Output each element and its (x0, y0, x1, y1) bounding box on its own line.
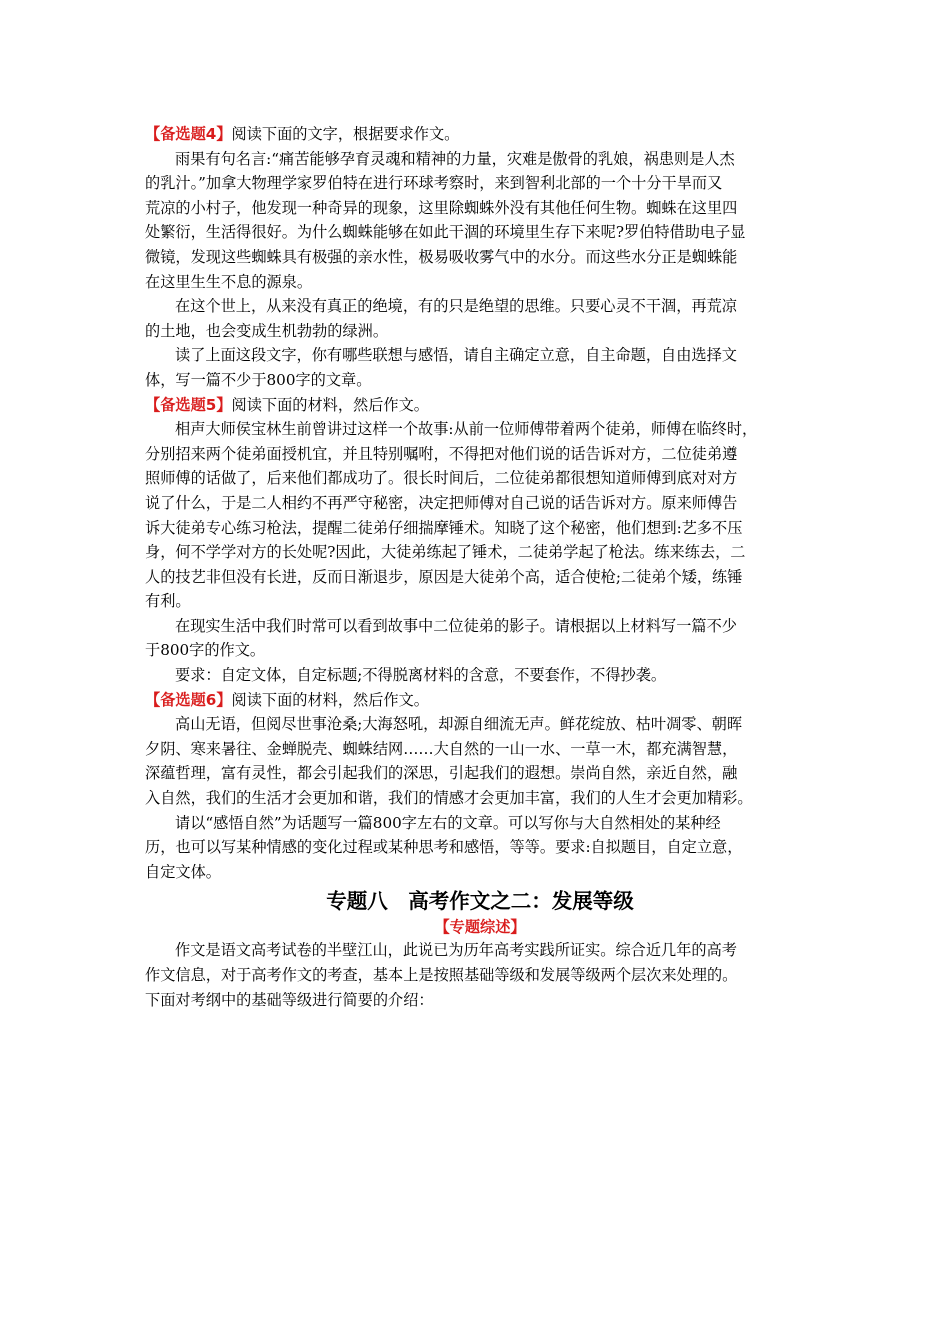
question-4-tag: 【备选题4】 (145, 125, 232, 143)
q5-p1-line: 分别招来两个徒弟面授机宜，并且特别嘱咐，不得把对他们说的话告诉对方，二位徒弟遵 (145, 444, 738, 463)
question-5-heading (145, 393, 815, 418)
q5-p1-line: 照师傅的话做了，后来他们都成功了。很长时间后，二位徒弟都很想知道师傅到底对对方 (145, 469, 738, 488)
q6-p2-line: 自定文体。 (145, 862, 221, 881)
q4-p1-line: 微镜，发现这些蜘蛛具有极强的亲水性，极易吸收雾气中的水分。而这些水分正是蜘蛛能 (145, 247, 738, 266)
q5-p1-line: 相声大师侯宝林生前曾讲过这样一个故事:从前一位师傅带着两个徒弟，师傅在临终时， (175, 420, 758, 439)
q4-p3-line: 体，写一篇不少于800字的文章。 (145, 370, 372, 389)
section-p1-line: 下面对考纲中的基础等级进行简要的介绍： (145, 990, 434, 1009)
question-6-tag: 【备选题6】 (145, 690, 232, 709)
q4-p1-line: 荒凉的小村子，他发现一种奇异的现象，这里除蜘蛛外没有其他任何生物。蜘蛛在这里四 (145, 198, 738, 217)
q4-p1-line: 的乳汁。”加拿大物理学家罗伯特在进行环球考察时，来到智利北部的一个十分干旱而又 (145, 174, 723, 193)
q5-p1-line: 诉大徒弟专心练习枪法，提醒二徒弟仔细揣摩锤术。知晓了这个秘密，他们想到:艺多不压 (145, 518, 743, 537)
document-page (145, 122, 815, 1012)
question-4-instruction: 阅读下面的文字，根据要求作文。 (231, 125, 460, 143)
q4-p1-line: 处繁衍，生活得很好。为什么蜘蛛能够在如此干涸的环境里生存下来呢?罗伯特借助电子显 (145, 223, 746, 242)
q5-p1-line: 人的技艺非但没有长进，反而日渐退步，原因是大徒弟个高，适合使枪;二徒弟个矮，练锤 (145, 567, 743, 586)
section-title: 专题八 高考作文之二：发展等级 (326, 889, 634, 914)
question-5-tag: 【备选题5】 (145, 395, 232, 414)
q5-p1-line: 有利。 (145, 592, 191, 611)
q6-p1-line: 高山无语，但阅尽世事沧桑;大海怒吼，却源自细流无声。鲜花绽放、枯叶凋零、朝晖 (175, 715, 743, 734)
q5-p2-line: 在现实生活中我们时常可以看到故事中二位徒弟的影子。请根据以上材料写一篇不少 (175, 616, 737, 635)
question-4-heading (145, 122, 815, 147)
q5-p3-line: 要求：自定文体，自定标题;不得脱离材料的含意，不要套作，不得抄袭。 (175, 666, 667, 685)
q5-p2-line: 于800字的作文。 (145, 641, 266, 660)
q4-p3-line: 读了上面这段文字，你有哪些联想与感悟，请自主确定立意，自主命题，自由选择文 (175, 346, 737, 365)
section-subtitle: 【专题综述】 (434, 918, 526, 937)
q6-p1-line: 深蕴哲理，富有灵性，都会引起我们的深思，引起我们的遐想。崇尚自然，亲近自然，融 (145, 764, 738, 783)
question-6-instruction: 阅读下面的材料，然后作文。 (231, 690, 429, 709)
q6-p1-line: 夕阴、寒来暑往、金蝉脱壳、蜘蛛结网……大自然的一山一水、一草一木，都充满智慧， (145, 739, 738, 758)
question-6-heading (145, 688, 815, 713)
q5-p1-line: 说了什么，于是二人相约不再严守秘密，决定把师傅对自己说的话告诉对方。原来师傅告 (145, 493, 738, 512)
section-p1-line: 作文是语文高考试卷的半壁江山，此说已为历年高考实践所证实。综合近几年的高考 (175, 941, 737, 960)
q4-p2-line: 在这个世上，从来没有真正的绝境，有的只是绝望的思维。只要心灵不干涸，再荒凉 (175, 297, 737, 316)
q4-p1-line: 雨果有句名言:“痛苦能够孕育灵魂和精神的力量，灾难是傲骨的乳娘，祸患则是人杰 (175, 149, 735, 168)
q4-p2-line: 的土地，也会变成生机勃勃的绿洲。 (145, 321, 388, 340)
q6-p1-line: 入自然，我们的生活才会更加和谐，我们的情感才会更加丰富，我们的人生才会更加精彩。 (145, 789, 753, 808)
section-p1-line: 作文信息，对于高考作文的考查，基本上是按照基础等级和发展等级两个层次来处理的。 (145, 966, 738, 984)
q5-p1-line: 身，何不学学对方的长处呢?因此，大徒弟练起了锤术，二徒弟学起了枪法。练来练去，二 (145, 543, 746, 562)
q6-p2-line: 历，也可以写某种情感的变化过程或某种思考和感悟，等等。要求:自拟题目，自定立意， (145, 838, 743, 857)
question-5-instruction: 阅读下面的材料，然后作文。 (231, 395, 429, 414)
q4-p1-line: 在这里生生不息的源泉。 (145, 272, 313, 291)
q6-p2-line: 请以“感悟自然”为话题写一篇800字左右的文章。可以写你与大自然相处的某种经 (175, 813, 721, 832)
